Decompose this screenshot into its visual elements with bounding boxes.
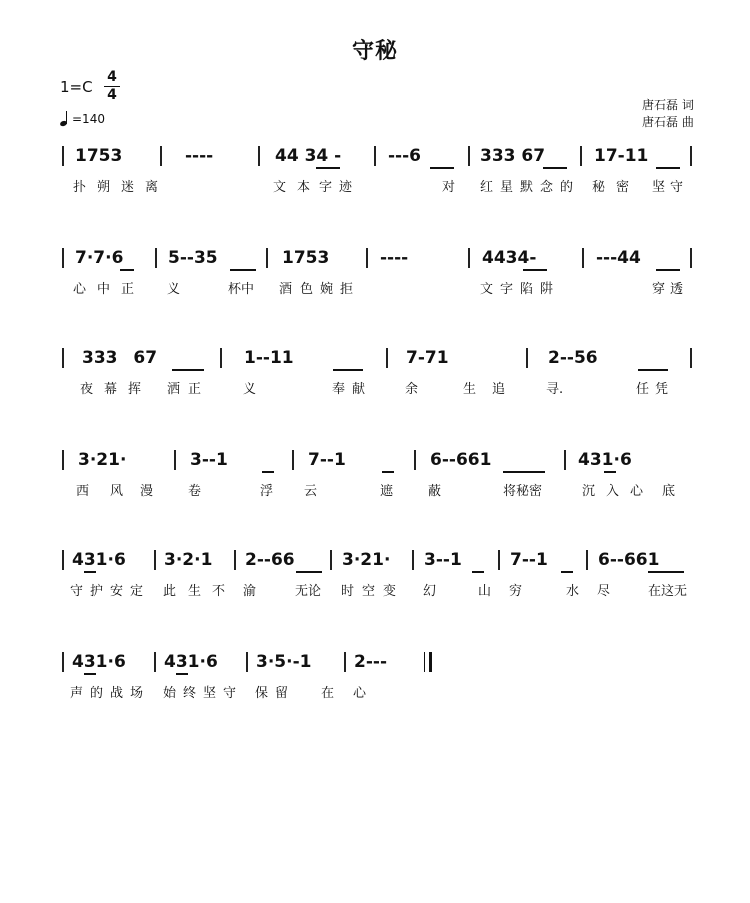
lyric: 余 (405, 382, 419, 397)
lyric: 透 (670, 282, 684, 297)
lyric: 山 (478, 584, 492, 599)
tempo-marking (60, 110, 105, 126)
lyric: 此 (163, 584, 177, 599)
lyric: 云 (304, 484, 318, 499)
note-group: 5--35 (168, 248, 218, 268)
lyric: 护 (90, 584, 104, 599)
tempo-text: =140 (72, 112, 105, 126)
lyric: 卷 (188, 484, 202, 499)
lyric: 默 (520, 180, 534, 195)
lyric: 定 (130, 584, 144, 599)
lyric: 时 (341, 584, 355, 599)
lyric: 义 (243, 382, 257, 397)
note-group: 7--1 (510, 550, 548, 570)
lyric: 空 (362, 584, 376, 599)
lyric: 密 (616, 180, 630, 195)
lyric: 中 (97, 282, 111, 297)
note-group: 17-11 (594, 146, 649, 166)
note-group: 4434- (482, 248, 537, 268)
lyric: 蔽 (428, 484, 442, 499)
lyric: 离 (145, 180, 159, 195)
lyric: 幕 (104, 382, 118, 397)
lyric: 婉 (320, 282, 334, 297)
lyricist-credit: 唐石磊 词 (642, 98, 694, 112)
note-group: 3·21· (78, 450, 127, 470)
lyric: 追 (492, 382, 506, 397)
lyric: 战 (110, 686, 124, 701)
lyric: 献 (352, 382, 366, 397)
lyric: 守 (223, 686, 237, 701)
lyric: 漫 (140, 484, 154, 499)
lyric: 扑 (73, 180, 87, 195)
score-row (0, 248, 750, 318)
lyric: 心 (353, 686, 367, 701)
key-signature: 1=C (60, 78, 93, 96)
score-row (0, 550, 750, 620)
lyric: 水 (566, 584, 580, 599)
note-group: 3·2·1 (164, 550, 213, 570)
note-group: ---- (380, 248, 409, 268)
lyric: 西 (76, 484, 90, 499)
lyric: 挥 (128, 382, 142, 397)
score-row (0, 450, 750, 520)
lyric: 守 (70, 584, 84, 599)
time-signature (104, 70, 120, 103)
lyric: 字 (319, 180, 333, 195)
note-group: 7-71 (406, 348, 449, 368)
lyric: 尽 (597, 584, 611, 599)
composer-credit: 唐石磊 曲 (642, 115, 694, 129)
lyric: 陷 (520, 282, 534, 297)
lyric: 夜 (80, 382, 94, 397)
lyric: 不 (212, 584, 226, 599)
lyric: 洒 (167, 382, 181, 397)
note-group: 1753 (75, 146, 123, 166)
note-group: ---44 (596, 248, 641, 268)
score-row (0, 348, 750, 418)
note-group: ---6 (388, 146, 421, 166)
lyric: 遮 (380, 484, 394, 499)
note-group: 431·6 (72, 652, 126, 672)
lyric: 对 (442, 180, 456, 195)
lyric: 红 (480, 180, 494, 195)
note-group: 3--1 (190, 450, 228, 470)
lyric: 浮 (260, 484, 274, 499)
note-group: 2--56 (548, 348, 598, 368)
lyric: 任 (636, 382, 650, 397)
lyric: 心 (630, 484, 644, 499)
lyric: 声 (70, 686, 84, 701)
note-group: 6--661 (430, 450, 492, 470)
note-group: 1--11 (244, 348, 294, 368)
time-signature-top: 4 (107, 69, 117, 85)
lyric: 阱 (540, 282, 554, 297)
lyric: 渝 (243, 584, 257, 599)
lyric: 场 (130, 686, 144, 701)
note-group: 44 34 - (275, 146, 342, 166)
lyric: 义 (167, 282, 181, 297)
note-group: 431·6 (164, 652, 218, 672)
score-row (0, 652, 750, 722)
lyric: 秘 (592, 180, 606, 195)
lyric: 安 (110, 584, 124, 599)
lyric: 始 (163, 686, 177, 701)
note-group: ---- (185, 146, 214, 166)
lyric: 色 (300, 282, 314, 297)
note-group: 333 67 (82, 348, 158, 368)
quarter-note-icon (60, 110, 70, 126)
note-group: 7·7·6 (75, 248, 124, 268)
lyric: 穷 (509, 584, 523, 599)
lyric: 文 (480, 282, 494, 297)
lyric: 底 (662, 484, 676, 499)
note-group: 1753 (282, 248, 330, 268)
lyric: 终 (183, 686, 197, 701)
lyric: 奉 (332, 382, 346, 397)
lyric: 穿 (652, 282, 666, 297)
lyric: 坚 (652, 180, 666, 195)
lyric: 杯中 (228, 282, 255, 297)
lyric: 在 (321, 686, 335, 701)
lyric: 正 (188, 382, 202, 397)
lyric: 在这无 (648, 584, 688, 599)
note-group: 2--66 (245, 550, 295, 570)
lyric: 留 (275, 686, 289, 701)
lyric: 心 (73, 282, 87, 297)
lyric: 本 (297, 180, 311, 195)
lyric: 风 (110, 484, 124, 499)
note-group: 3--1 (424, 550, 462, 570)
lyric: 变 (383, 584, 397, 599)
note-group: 6--661 (598, 550, 660, 570)
song-title: 守秘 (351, 39, 398, 64)
lyric: 迷 (121, 180, 135, 195)
note-group: 2--- (354, 652, 387, 672)
note-group: 333 67 (480, 146, 546, 166)
lyric: 朔 (97, 180, 111, 195)
note-group: 431·6 (72, 550, 126, 570)
lyric: 星 (500, 180, 514, 195)
note-group: 431·6 (578, 450, 632, 470)
lyric: 酒 (279, 282, 293, 297)
lyric: 保 (255, 686, 269, 701)
lyric: 念 (540, 180, 554, 195)
lyric: 字 (500, 282, 514, 297)
score-row (0, 146, 750, 216)
lyric: 凭 (655, 382, 669, 397)
lyric: 寻. (546, 382, 564, 397)
lyric: 坚 (203, 686, 217, 701)
lyric: 文 (273, 180, 287, 195)
time-signature-bottom: 4 (107, 87, 117, 103)
lyric: 幻 (423, 584, 437, 599)
lyric: 生 (188, 584, 202, 599)
lyric: 的 (90, 686, 104, 701)
lyric: 沉 (582, 484, 596, 499)
lyric: 将秘密 (503, 484, 543, 499)
lyric: 迹 (339, 180, 353, 195)
lyric: 的 (560, 180, 574, 195)
lyric: 正 (121, 282, 135, 297)
lyric: 守 (670, 180, 684, 195)
lyric: 拒 (340, 282, 354, 297)
note-group: 3·5·-1 (256, 652, 312, 672)
note-group: 7--1 (308, 450, 346, 470)
note-group: 3·21· (342, 550, 391, 570)
lyric: 入 (606, 484, 620, 499)
lyric: 生 (463, 382, 477, 397)
lyric: 无论 (295, 584, 322, 599)
